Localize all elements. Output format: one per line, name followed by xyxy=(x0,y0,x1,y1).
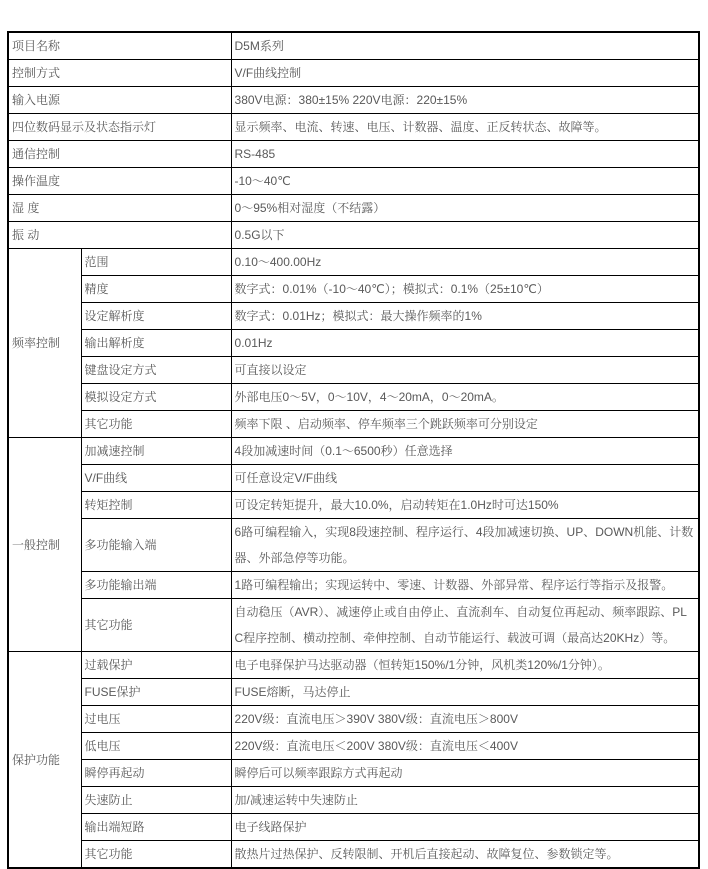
row-label: 控制方式 xyxy=(8,60,231,87)
table-row xyxy=(8,114,699,141)
row-label: 项目名称 xyxy=(8,32,231,60)
table-row xyxy=(8,599,699,652)
sub-label: 失速防止 xyxy=(81,787,231,814)
table-row xyxy=(8,384,699,411)
table-row xyxy=(8,438,699,465)
row-value: D5M系列 xyxy=(231,32,699,60)
table-row xyxy=(8,330,699,357)
row-value: 0～95%相对湿度（不结露） xyxy=(231,195,699,222)
row-value: 数字式：0.01%（-10～40℃）；模拟式：0.1%（25±10℃） xyxy=(231,276,699,303)
row-value: 可设定转矩提升，最大10.0%，启动转矩在1.0Hz时可达150% xyxy=(231,492,699,519)
row-value: -10～40℃ xyxy=(231,168,699,195)
row-value: 0.01Hz xyxy=(231,330,699,357)
table-row xyxy=(8,32,699,60)
row-value: 0.10～400.00Hz xyxy=(231,249,699,276)
spec-table xyxy=(7,31,700,869)
row-label: 振 动 xyxy=(8,222,231,249)
table-row xyxy=(8,787,699,814)
row-value: 电子电驿保护马达驱动器（恒转矩150%/1分钟，风机类120%/1分钟）。 xyxy=(231,652,699,679)
row-value: 可直接以设定 xyxy=(231,357,699,384)
sub-label: 瞬停再起动 xyxy=(81,760,231,787)
group-label: 一般控制 xyxy=(8,438,81,652)
row-value: 380V电源：380±15% 220V电源：220±15% xyxy=(231,87,699,114)
row-label: 输入电源 xyxy=(8,87,231,114)
sub-label: 键盘设定方式 xyxy=(81,357,231,384)
row-value: V/F曲线控制 xyxy=(231,60,699,87)
row-value: 数字式：0.01Hz；模拟式：最大操作频率的1% xyxy=(231,303,699,330)
sub-label: 过电压 xyxy=(81,706,231,733)
row-value: RS-485 xyxy=(231,141,699,168)
row-value: 加/减速运转中失速防止 xyxy=(231,787,699,814)
row-label: 操作温度 xyxy=(8,168,231,195)
row-value: 220V级：直流电压＞390V 380V级：直流电压＞800V xyxy=(231,706,699,733)
table-row xyxy=(8,814,699,841)
table-row xyxy=(8,465,699,492)
sub-label: 其它功能 xyxy=(81,411,231,438)
row-value: 频率下限 、启动频率、停车频率三个跳跃频率可分别设定 xyxy=(231,411,699,438)
sub-label: 输出解析度 xyxy=(81,330,231,357)
table-row xyxy=(8,841,699,869)
sub-label: 范围 xyxy=(81,249,231,276)
table-row xyxy=(8,249,699,276)
table-row xyxy=(8,141,699,168)
table-row xyxy=(8,706,699,733)
table-row xyxy=(8,222,699,249)
table-row xyxy=(8,760,699,787)
sub-label: 精度 xyxy=(81,276,231,303)
row-value: 0.5G以下 xyxy=(231,222,699,249)
row-value: 电子线路保护 xyxy=(231,814,699,841)
sub-label: 加减速控制 xyxy=(81,438,231,465)
table-row xyxy=(8,87,699,114)
row-value: 6路可编程输入，实现8段速控制、程序运行、4段加减速切换、UP、DOWN机能、计数器、外部急停等功能。 xyxy=(231,519,699,572)
table-row xyxy=(8,303,699,330)
row-value: 显示频率、电流、转速、电压、计数器、温度、正反转状态、故障等。 xyxy=(231,114,699,141)
row-label: 四位数码显示及状态指示灯 xyxy=(8,114,231,141)
sub-label: V/F曲线 xyxy=(81,465,231,492)
row-value: 散热片过热保护、反转限制、开机后直接起动、故障复位、参数锁定等。 xyxy=(231,841,699,869)
table-row xyxy=(8,652,699,679)
sub-label: 输出端短路 xyxy=(81,814,231,841)
row-value: 自动稳压（AVR）、减速停止或自由停止、直流刹车、自动复位再起动、频率跟踪、PLC程序控制、横动控制、牵伸控制、自动节能运行、载波可调（最高达20KHz）等。 xyxy=(231,599,699,652)
row-label: 湿 度 xyxy=(8,195,231,222)
table-row xyxy=(8,733,699,760)
table-row xyxy=(8,411,699,438)
row-label: 通信控制 xyxy=(8,141,231,168)
sub-label: FUSE保护 xyxy=(81,679,231,706)
row-value: 外部电压0～5V，0～10V，4～20mA，0～20mA。 xyxy=(231,384,699,411)
table-row xyxy=(8,357,699,384)
group-label: 保护功能 xyxy=(8,652,81,869)
row-value: 可任意设定V/F曲线 xyxy=(231,465,699,492)
table-row xyxy=(8,168,699,195)
row-value: 220V级：直流电压＜200V 380V级：直流电压＜400V xyxy=(231,733,699,760)
sub-label: 多功能输入端 xyxy=(81,519,231,572)
table-row xyxy=(8,492,699,519)
table-row xyxy=(8,195,699,222)
row-value: 瞬停后可以频率跟踪方式再起动 xyxy=(231,760,699,787)
sub-label: 模拟设定方式 xyxy=(81,384,231,411)
table-row xyxy=(8,276,699,303)
table-row xyxy=(8,519,699,572)
sub-label: 转矩控制 xyxy=(81,492,231,519)
sub-label: 其它功能 xyxy=(81,599,231,652)
sub-label: 设定解析度 xyxy=(81,303,231,330)
table-row xyxy=(8,572,699,599)
sub-label: 过载保护 xyxy=(81,652,231,679)
table-row xyxy=(8,679,699,706)
sub-label: 其它功能 xyxy=(81,841,231,869)
row-value: 1路可编程输出；实现运转中、零速、计数器、外部异常、程序运行等指示及报警。 xyxy=(231,572,699,599)
sub-label: 低电压 xyxy=(81,733,231,760)
row-value: 4段加减速时间（0.1～6500秒）任意选择 xyxy=(231,438,699,465)
group-label: 频率控制 xyxy=(8,249,81,438)
row-value: FUSE熔断，马达停止 xyxy=(231,679,699,706)
table-row xyxy=(8,60,699,87)
sub-label: 多功能输出端 xyxy=(81,572,231,599)
